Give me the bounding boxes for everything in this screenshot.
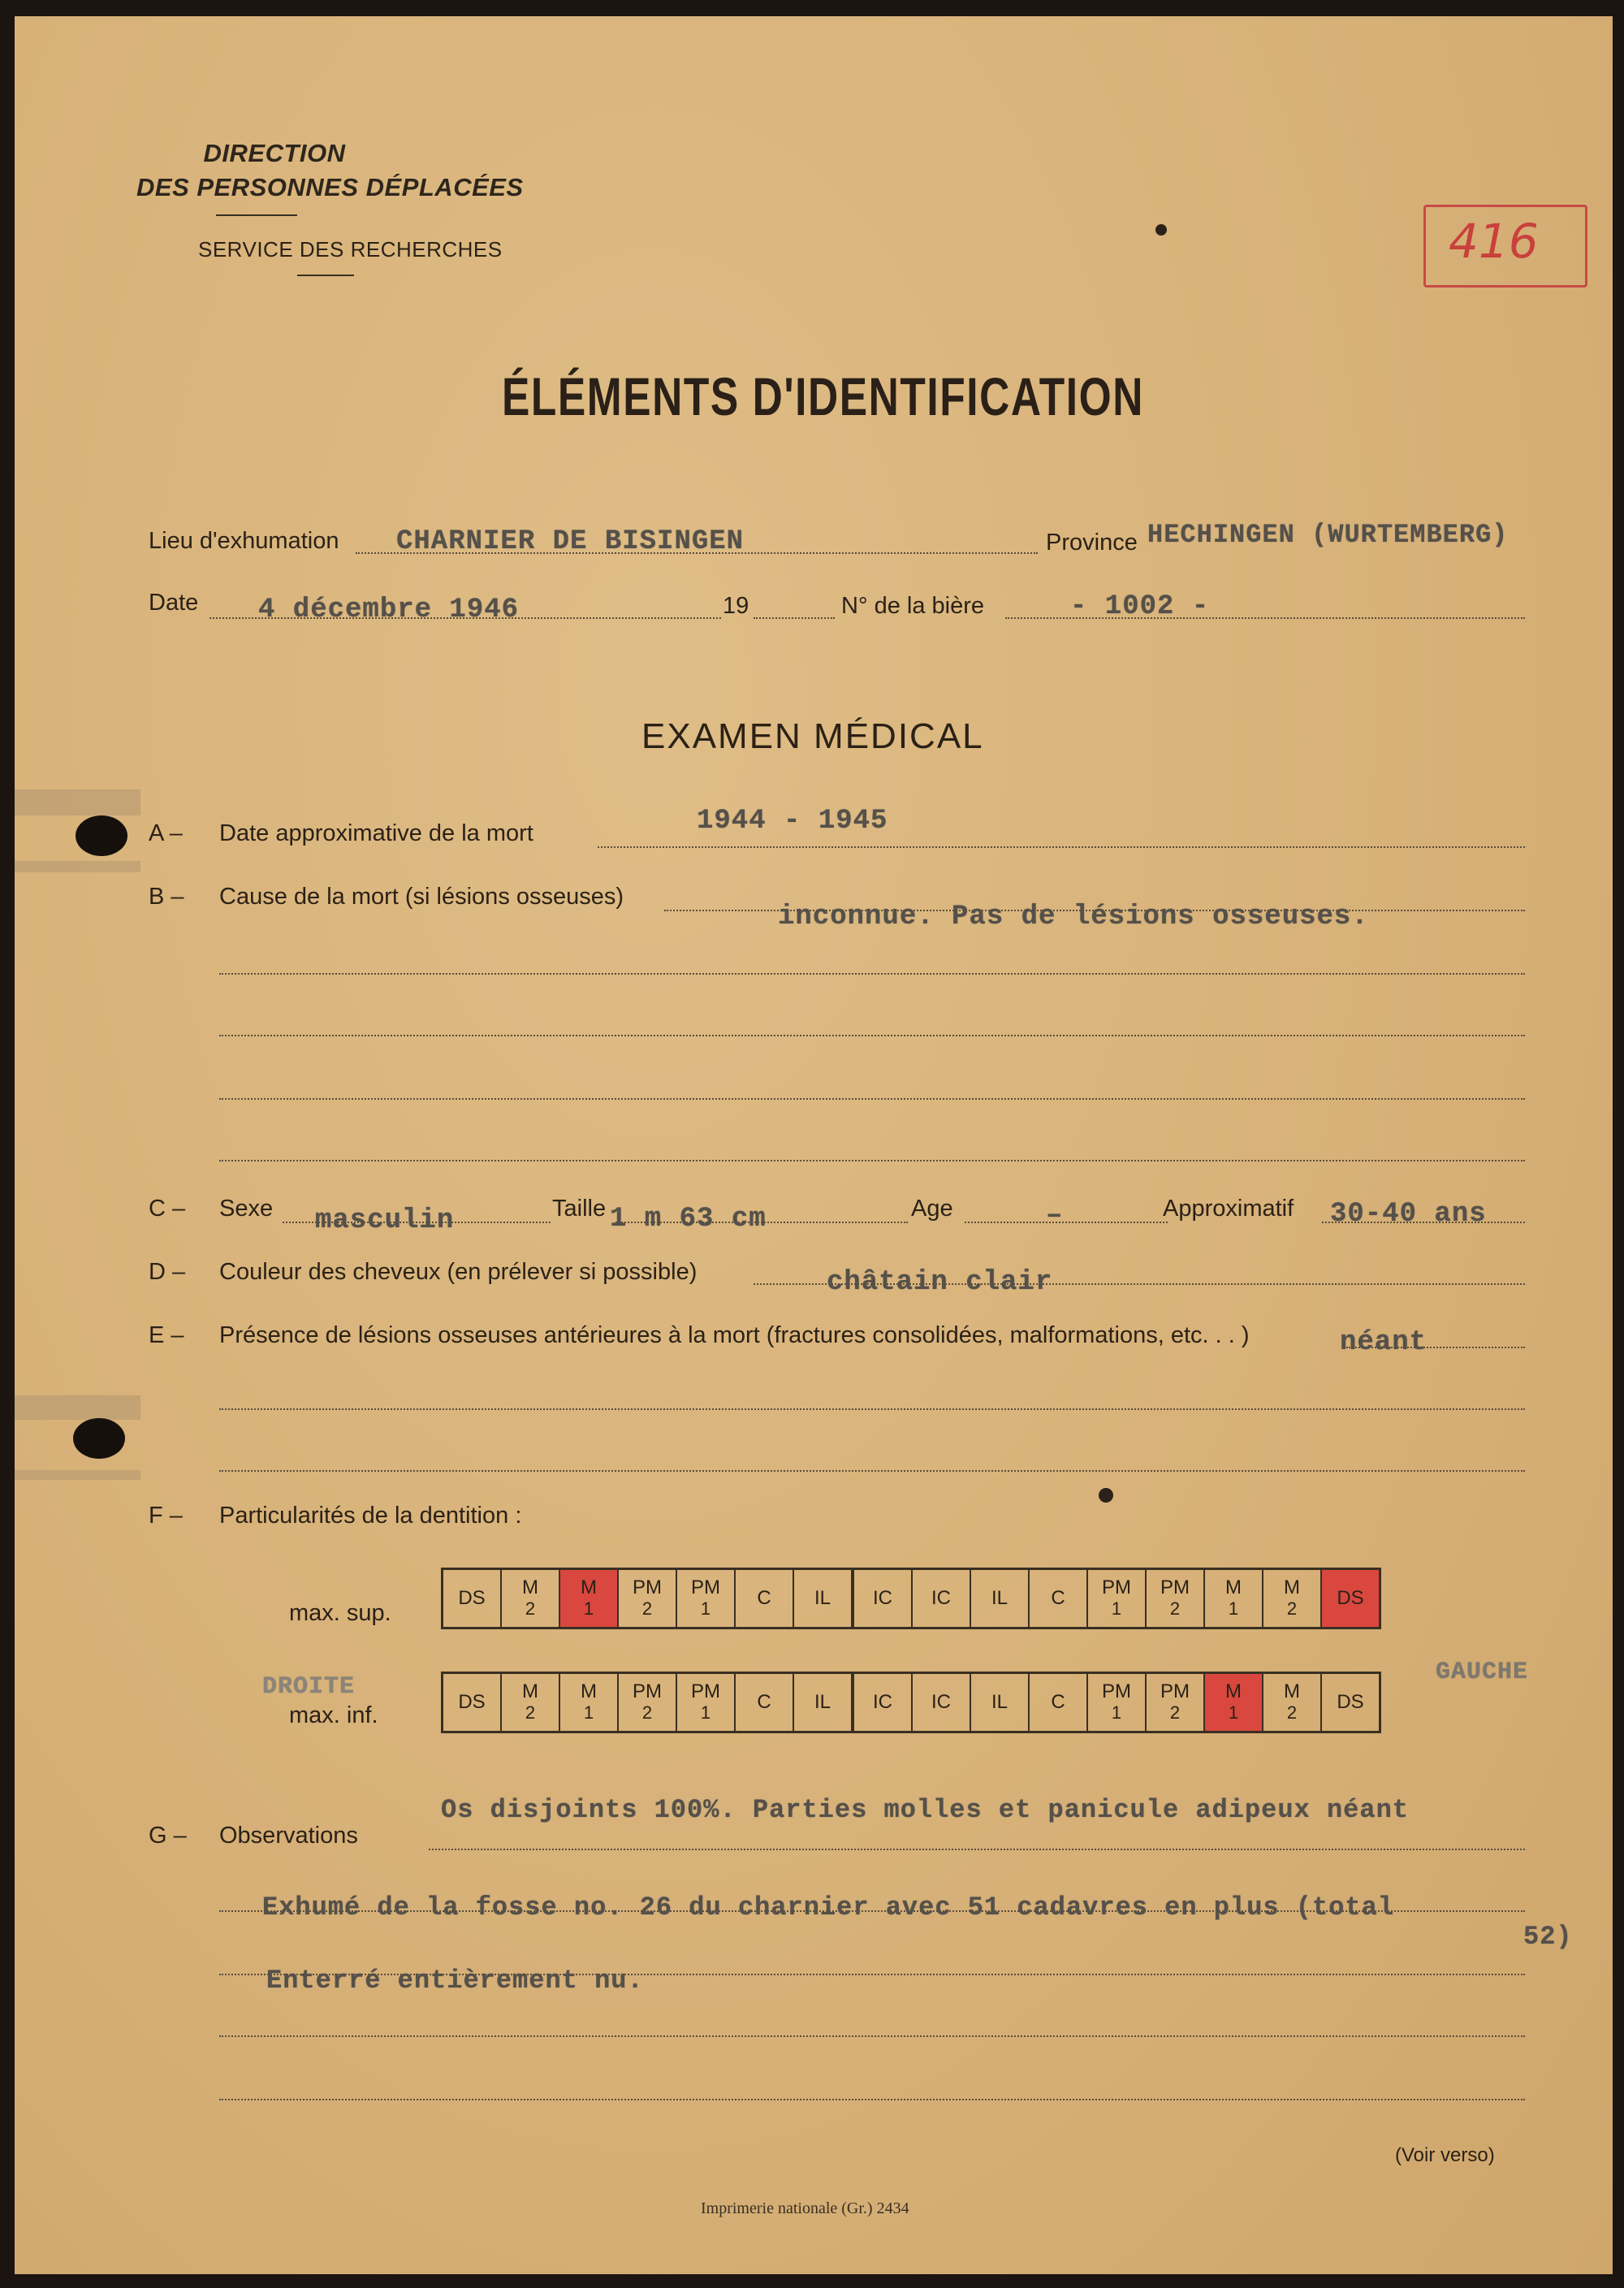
e-letter: E – [149,1322,184,1348]
e-label: Présence de lésions osseuses antérieures à la mort (fractures consolidées, malformations, etc. . . ) [219,1322,1250,1348]
tooth-label: M [1284,1577,1300,1598]
dotted-line [219,2035,1525,2037]
g-line3: Enterré entièrement nu. [266,1966,644,1996]
upper-tooth-13 [1146,1569,1204,1628]
tooth-label: DS [1337,1691,1364,1713]
tooth-number: 2 [1286,1598,1298,1619]
tooth-number: 2 [641,1598,653,1619]
lower-tooth-6 [735,1673,793,1732]
page-title: ÉLÉMENTS D'IDENTIFICATION [502,366,1145,426]
gauche-label: GAUCHE [1436,1659,1529,1686]
tooth-number: 2 [525,1598,536,1619]
tooth-number: 1 [700,1598,711,1619]
tooth-label: DS [1337,1587,1364,1609]
tooth-label: M [581,1680,597,1702]
province-value: HECHINGEN (WURTEMBERG) [1147,520,1509,550]
tooth-number: 1 [583,1598,594,1619]
upper-tooth-9 [912,1569,970,1628]
g-line2b: 52) [1523,1922,1573,1952]
tooth-number: 1 [1111,1598,1122,1619]
lower-tooth-14 [1204,1673,1263,1732]
a-letter: A – [149,820,183,846]
lower-tooth-13 [1146,1673,1204,1732]
tooth-label: PM [1102,1577,1131,1598]
tooth-label: PM [633,1680,662,1702]
dotted-line [219,2099,1525,2100]
taille-label: Taille [552,1196,607,1222]
f-letter: F – [149,1503,183,1529]
hole-band [15,1470,140,1480]
tooth-label: C [757,1691,771,1713]
tooth-number: 1 [1228,1598,1239,1619]
biere-label: N° de la bière [841,593,985,619]
header-line2: DES PERSONNES DÉPLACÉES [136,173,524,201]
b-label: Cause de la mort (si lésions osseuses) [219,884,624,910]
tooth-number: 1 [1111,1702,1122,1723]
hole-band [15,1395,140,1420]
tooth-label: PM [691,1680,720,1702]
tooth-label: M [1225,1680,1242,1702]
tooth-label: C [1051,1691,1065,1713]
hole-band [15,861,140,872]
tooth-number: 2 [1286,1702,1298,1723]
lower-tooth-4 [618,1673,676,1732]
tooth-label: IC [873,1691,892,1713]
file-number-stamp [1423,205,1587,288]
tooth-number: 2 [525,1702,536,1723]
dotted-line [598,846,1525,848]
lower-tooth-15 [1263,1673,1321,1732]
tooth-label: PM [633,1577,662,1598]
tooth-label: IL [814,1587,831,1609]
upper-tooth-6 [735,1569,793,1628]
sexe-label: Sexe [219,1196,274,1222]
lower-tooth-3 [559,1673,618,1732]
file-number: 416 [1449,214,1539,269]
lower-tooth-12 [1087,1673,1146,1732]
year-prefix: 19 [723,593,749,619]
lower-tooth-16 [1321,1673,1380,1732]
header-service: SERVICE DES RECHERCHES [198,237,503,262]
punch-hole [76,815,127,856]
upper-tooth-10 [970,1569,1029,1628]
tooth-label: PM [1160,1577,1190,1598]
tooth-label: IC [931,1691,951,1713]
header-rule [297,275,354,276]
g-line2: Exhumé de la fosse no. 26 du charnier avec 51 cadavres en plus (total [262,1892,1395,1923]
tooth-number: 1 [1228,1702,1239,1723]
lower-tooth-11 [1029,1673,1087,1732]
a-value: 1944 - 1945 [697,806,888,837]
g-label: Observations [219,1823,358,1849]
printer-mark: Imprimerie nationale (Gr.) 2434 [701,2199,909,2217]
lieu-value: CHARNIER DE BISINGEN [396,526,745,557]
taille-value: 1 m 63 cm [610,1204,767,1235]
tooth-label: PM [691,1577,720,1598]
tooth-label: DS [458,1587,486,1609]
tooth-number: 2 [1169,1598,1181,1619]
header-rule [216,214,297,216]
dotted-line [219,973,1525,975]
dotted-line [219,1408,1525,1410]
dotted-line [219,1035,1525,1036]
e-value: néant [1340,1327,1427,1358]
dotted-line [965,1222,1168,1223]
max-inf-label: max. inf. [289,1702,378,1728]
tooth-label: PM [1160,1680,1190,1702]
f-label: Particularités de la dentition : [219,1503,522,1529]
upper-tooth-5 [676,1569,735,1628]
tooth-label: IC [931,1587,951,1609]
age-value: – [1046,1200,1064,1231]
b-letter: B – [149,884,184,910]
tooth-label: M [522,1680,538,1702]
ink-dot [1099,1488,1113,1503]
dotted-line [219,1160,1525,1161]
header-block [136,136,524,205]
tooth-label: IC [873,1587,892,1609]
g-letter: G – [149,1823,187,1849]
tooth-label: M [581,1577,597,1598]
lower-tooth-9 [912,1673,970,1732]
lower-tooth-7 [793,1673,853,1732]
sexe-value: masculin [315,1205,455,1236]
dotted-line [219,1470,1525,1472]
upper-tooth-12 [1087,1569,1146,1628]
tooth-label: IL [991,1691,1008,1713]
tooth-label: M [1225,1577,1242,1598]
a-label: Date approximative de la mort [219,820,533,846]
tooth-label: IL [991,1587,1008,1609]
upper-tooth-2 [501,1569,559,1628]
upper-tooth-4 [618,1569,676,1628]
d-letter: D – [149,1259,186,1285]
dotted-line [219,1098,1525,1100]
upper-teeth-chart [441,1568,1381,1629]
lieu-label: Lieu d'exhumation [149,528,339,554]
biere-value: - 1002 - [1070,591,1210,622]
upper-tooth-3 [559,1569,618,1628]
voir-verso: (Voir verso) [1395,2144,1495,2166]
g-line1: Os disjoints 100%. Parties molles et panicule adipeux néant [441,1795,1409,1825]
lower-tooth-8 [853,1673,912,1732]
upper-tooth-1 [443,1569,502,1628]
province-label: Province [1046,530,1138,556]
tooth-label: DS [458,1691,486,1713]
upper-tooth-15 [1263,1569,1321,1628]
tooth-label: PM [1102,1680,1131,1702]
tooth-number: 1 [700,1702,711,1723]
b-value: inconnue. Pas de lésions osseuses. [778,902,1369,932]
tooth-label: M [522,1577,538,1598]
tooth-label: C [757,1587,771,1609]
age-label: Age [911,1196,953,1222]
ink-dot [1155,224,1167,236]
tooth-label: C [1051,1587,1065,1609]
tooth-number: 1 [583,1702,594,1723]
lower-tooth-1 [443,1673,502,1732]
date-label: Date [149,590,199,616]
upper-tooth-14 [1204,1569,1263,1628]
punch-hole [73,1418,125,1459]
lower-tooth-10 [970,1673,1029,1732]
hole-band [15,789,140,815]
upper-tooth-16 [1321,1569,1380,1628]
form-sheet [15,16,1613,2274]
tooth-label: IL [814,1691,831,1713]
droite-label: DROITE [262,1673,356,1701]
section-title: EXAMEN MÉDICAL [641,716,984,756]
upper-tooth-8 [853,1569,912,1628]
dotted-line [429,1849,1525,1850]
c-letter: C – [149,1196,186,1222]
approx-value: 30-40 ans [1330,1199,1487,1230]
approx-label: Approximatif [1163,1196,1294,1222]
date-value: 4 décembre 1946 [258,595,520,625]
header-line1: DIRECTION [203,139,346,167]
tooth-number: 2 [641,1702,653,1723]
upper-tooth-11 [1029,1569,1087,1628]
lower-tooth-2 [501,1673,559,1732]
d-label: Couleur des cheveux (en prélever si possible) [219,1259,698,1285]
lower-tooth-5 [676,1673,735,1732]
dotted-line [754,617,835,619]
d-value: châtain clair [827,1267,1053,1298]
upper-tooth-7 [793,1569,853,1628]
lower-teeth-chart [441,1672,1381,1733]
tooth-number: 2 [1169,1702,1181,1723]
max-sup-label: max. sup. [289,1600,391,1626]
tooth-label: M [1284,1680,1300,1702]
